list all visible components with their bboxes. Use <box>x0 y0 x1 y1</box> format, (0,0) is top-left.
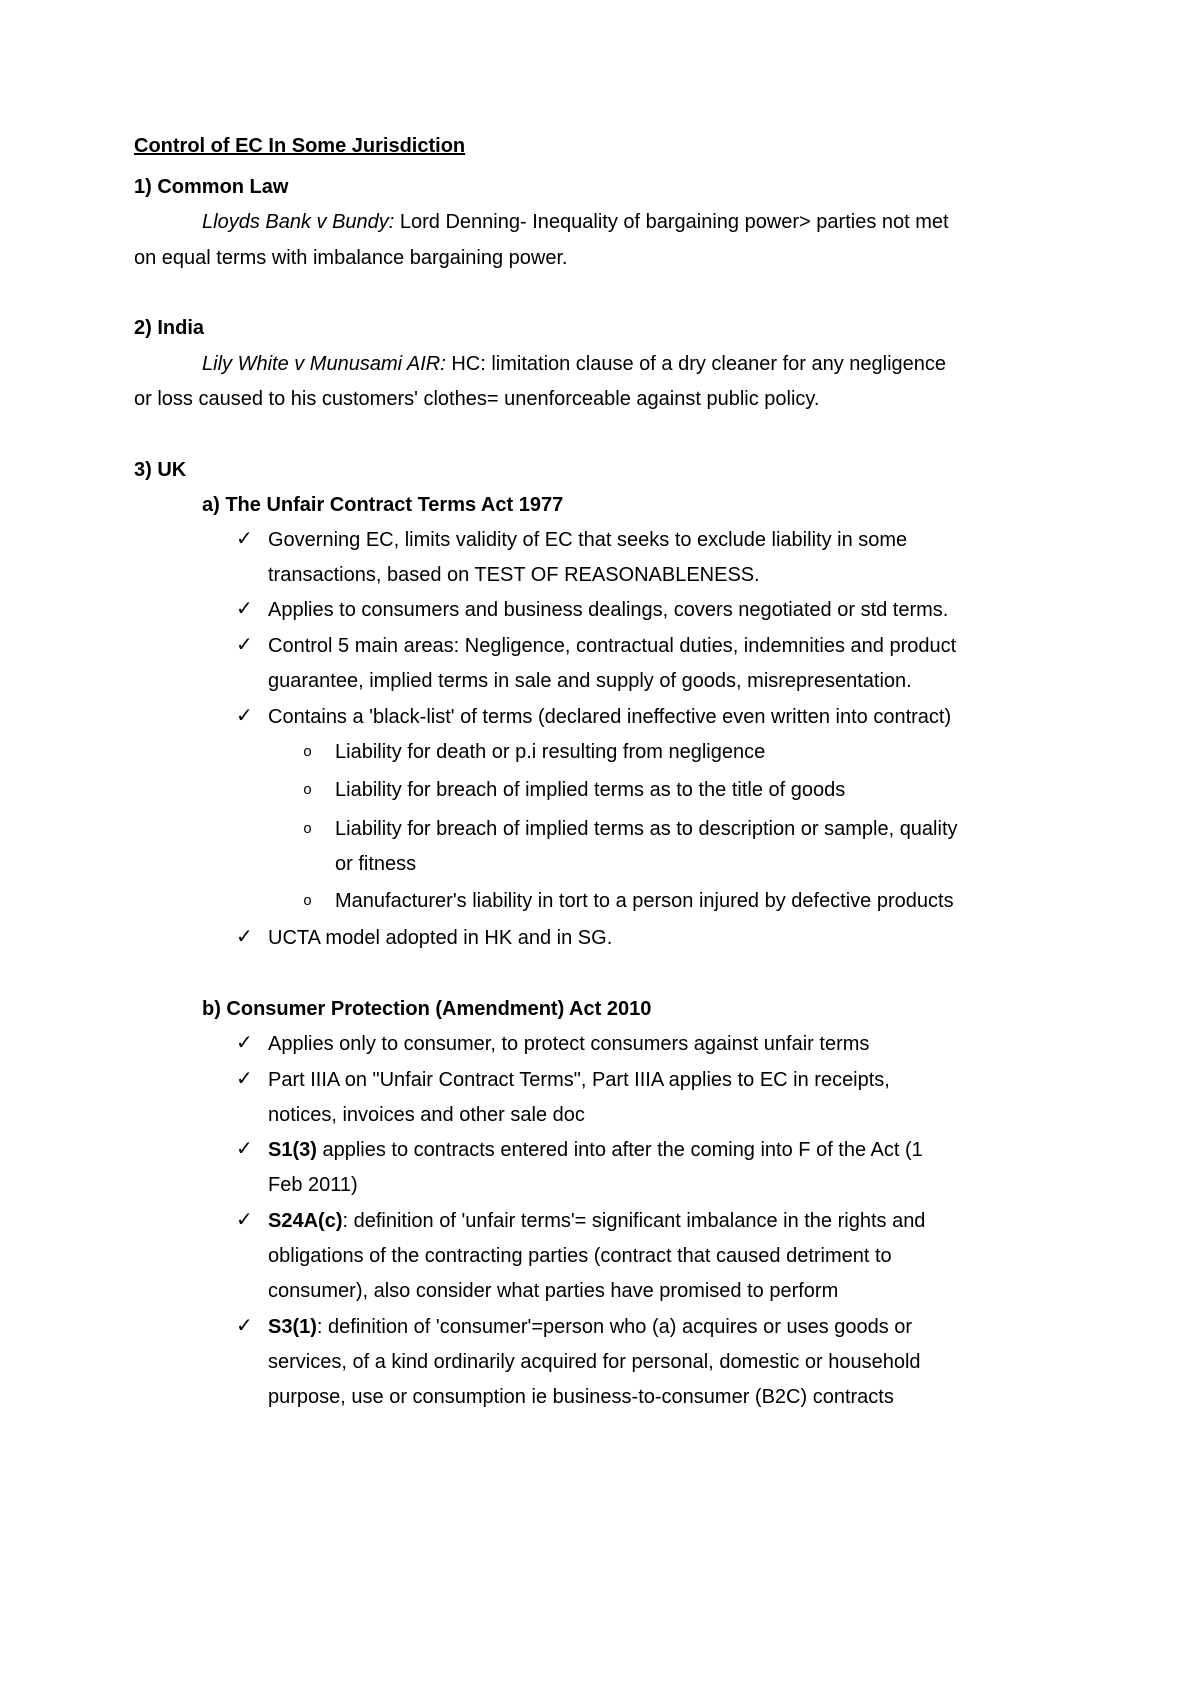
common-law-case-name: Lloyds Bank v Bundy: <box>202 211 395 233</box>
ucta-item-5: UCTA model adopted in HK and in SG. <box>268 927 613 949</box>
cpa-item-3 <box>268 1138 923 1162</box>
circle-bullet-icon: o <box>303 782 313 799</box>
cpa-item-1: Applies only to consumer, to protect consumers against unfair terms <box>268 1033 870 1055</box>
cpa-item-4 <box>268 1209 925 1233</box>
cpa-heading: b) Consumer Protection (Amendment) Act 2010 <box>202 998 652 1020</box>
ucta-item-3-cont: guarantee, implied terms in sale and supply of goods, misrepresentation. <box>268 670 912 692</box>
check-icon: ✓ <box>236 1032 253 1054</box>
check-icon: ✓ <box>236 926 253 948</box>
check-icon: ✓ <box>236 1315 253 1337</box>
cpa-item-3-text: applies to contracts entered into after the coming into F of the Act (1 <box>316 1139 923 1161</box>
circle-bullet-icon: o <box>303 744 313 761</box>
check-icon: ✓ <box>236 705 253 727</box>
cpa-item-2-cont: notices, invoices and other sale doc <box>268 1104 585 1126</box>
check-icon: ✓ <box>236 1068 253 1090</box>
ucta-item-4: Contains a 'black-list' of terms (declared ineffective even written into contract) <box>268 706 952 728</box>
ucta-sub-3-cont: or fitness <box>335 853 417 875</box>
ucta-sub-3: Liability for breach of implied terms as to description or sample, quality <box>335 818 958 840</box>
uk-heading: 3) UK <box>134 459 187 481</box>
cpa-item-2: Part IIIA on "Unfair Contract Terms", Part IIIA applies to EC in receipts, <box>268 1069 890 1091</box>
cpa-item-5-cont: services, of a kind ordinarily acquired for personal, domestic or household <box>268 1351 921 1373</box>
ucta-item-1-cont: transactions, based on TEST OF REASONABLENESS. <box>268 564 760 586</box>
ucta-sub-4: Manufacturer's liability in tort to a person injured by defective products <box>335 890 954 912</box>
india-text: HC: limitation clause of a dry cleaner for any negligence <box>445 353 947 375</box>
ucta-item-3: Control 5 main areas: Negligence, contractual duties, indemnities and product <box>268 635 957 657</box>
cpa-item-4-cont: obligations of the contracting parties (contract that caused detriment to <box>268 1245 892 1267</box>
check-icon: ✓ <box>236 598 253 620</box>
cpa-item-3-cont: Feb 2011) <box>268 1174 358 1196</box>
common-law-text-cont: on equal terms with imbalance bargaining power. <box>134 247 568 269</box>
circle-bullet-icon: o <box>303 821 313 838</box>
india-case-line <box>202 352 946 376</box>
check-icon: ✓ <box>236 1138 253 1160</box>
india-case-name: Lily White v Munusami AIR: <box>202 353 446 375</box>
circle-bullet-icon: o <box>303 893 313 910</box>
ucta-heading: a) The Unfair Contract Terms Act 1977 <box>202 494 564 516</box>
common-law-text: Lord Denning- Inequality of bargaining power> parties not met <box>394 211 949 233</box>
india-heading: 2) India <box>134 317 205 339</box>
cpa-item-4-text: : definition of 'unfair terms'= significant imbalance in the rights and <box>342 1210 926 1232</box>
india-text-cont: or loss caused to his customers' clothes= unenforceable against public policy. <box>134 388 820 410</box>
cpa-item-5-text: : definition of 'consumer'=person who (a) acquires or uses goods or <box>316 1316 913 1338</box>
ucta-item-1: Governing EC, limits validity of EC that seeks to exclude liability in some <box>268 529 908 551</box>
section-ref: S24A(c) <box>268 1210 343 1232</box>
ucta-item-2: Applies to consumers and business dealings, covers negotiated or std terms. <box>268 599 949 621</box>
cpa-item-4-cont-2: consumer), also consider what parties have promised to perform <box>268 1280 839 1302</box>
section-ref: S3(1) <box>268 1316 317 1338</box>
common-law-case-line <box>202 210 949 234</box>
common-law-heading: 1) Common Law <box>134 176 289 198</box>
document-title: Control of EC In Some Jurisdiction <box>134 135 466 157</box>
ucta-sub-2: Liability for breach of implied terms as to the title of goods <box>335 779 846 801</box>
check-icon: ✓ <box>236 634 253 656</box>
ucta-sub-1: Liability for death or p.i resulting from negligence <box>335 741 766 763</box>
cpa-item-5-cont-2: purpose, use or consumption ie business-to-consumer (B2C) contracts <box>268 1386 894 1408</box>
check-icon: ✓ <box>236 528 253 550</box>
cpa-item-5 <box>268 1315 912 1339</box>
check-icon: ✓ <box>236 1209 253 1231</box>
section-ref: S1(3) <box>268 1139 317 1161</box>
